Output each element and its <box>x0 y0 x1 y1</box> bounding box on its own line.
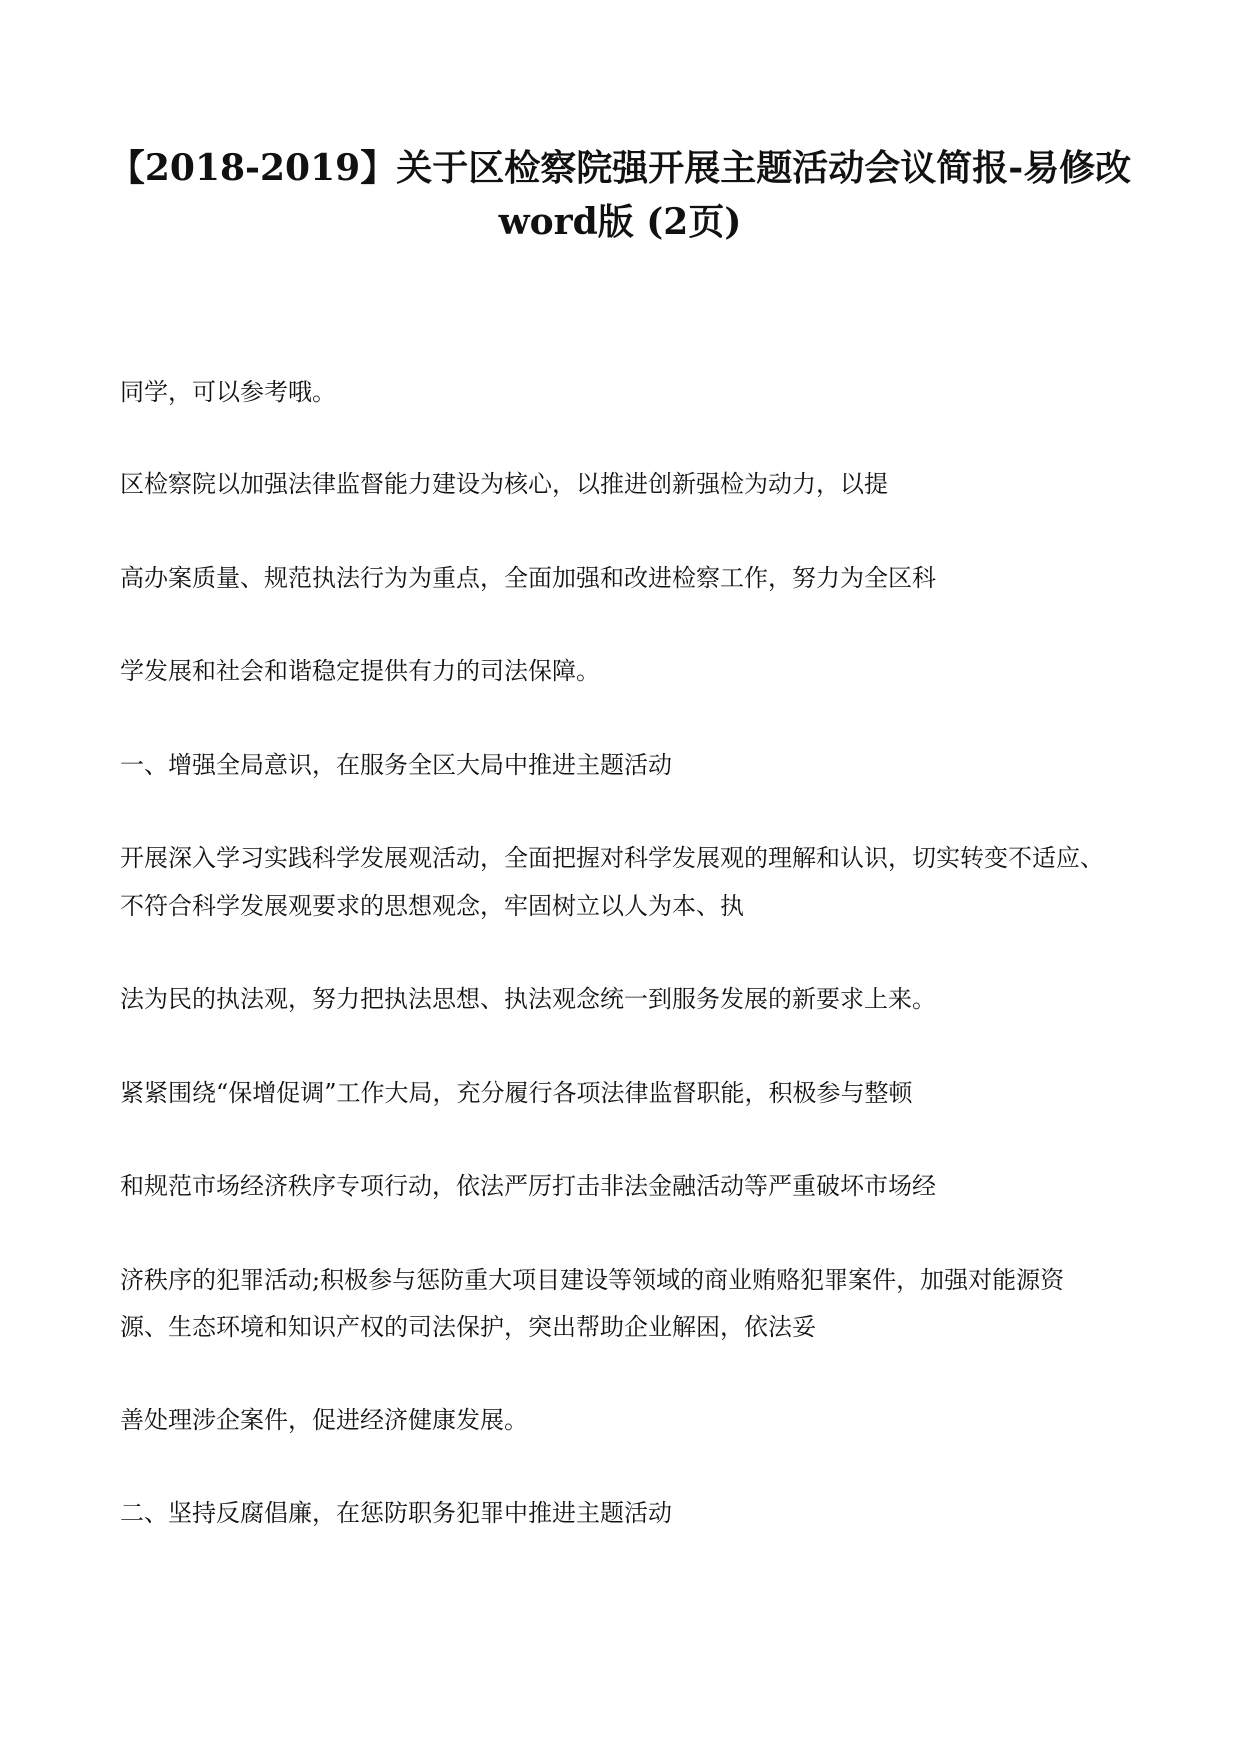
section-heading: 二、坚持反腐倡廉，在惩防职务犯罪中推进主题活动 <box>120 1499 672 1527</box>
text-line: 法为民的执法观，努力把执法思想、执法观念统一到服务发展的新要求上来。 <box>120 985 936 1013</box>
section-heading: 一、增强全局意识，在服务全区大局中推进主题活动 <box>120 751 672 779</box>
document-title-line-1: 【2018-2019】关于区检察院强开展主题活动会议简报-易修改 <box>108 147 1132 189</box>
text-line: 和规范市场经济秩序专项行动，依法严厉打击非法金融活动等严重破坏市场经 <box>120 1172 936 1200</box>
text-line: 开展深入学习实践科学发展观活动，全面把握对科学发展观的理解和认识，切实转变不适应、 <box>120 844 1104 872</box>
document-title-line-2: word版 (2页) <box>498 201 742 243</box>
text-line: 济秩序的犯罪活动;积极参与惩防重大项目建设等领域的商业贿赂犯罪案件，加强对能源资 <box>120 1266 1065 1294</box>
text-line: 紧紧围绕“保增促调”工作大局，充分履行各项法律监督职能，积极参与整顿 <box>120 1079 913 1107</box>
text-line: 区检察院以加强法律监督能力建设为核心，以推进创新强检为动力，以提 <box>120 470 888 498</box>
text-line: 高办案质量、规范执法行为为重点，全面加强和改进检察工作，努力为全区科 <box>120 564 936 592</box>
text-line: 不符合科学发展观要求的思想观念，牢固树立以人为本、执 <box>120 892 744 920</box>
text-line: 善处理涉企案件，促进经济健康发展。 <box>120 1406 528 1434</box>
text-line: 源、生态环境和知识产权的司法保护，突出帮助企业解困，依法妥 <box>120 1313 816 1341</box>
text-line: 学发展和社会和谐稳定提供有力的司法保障。 <box>120 657 600 685</box>
text-line: 同学，可以参考哦。 <box>120 378 336 406</box>
